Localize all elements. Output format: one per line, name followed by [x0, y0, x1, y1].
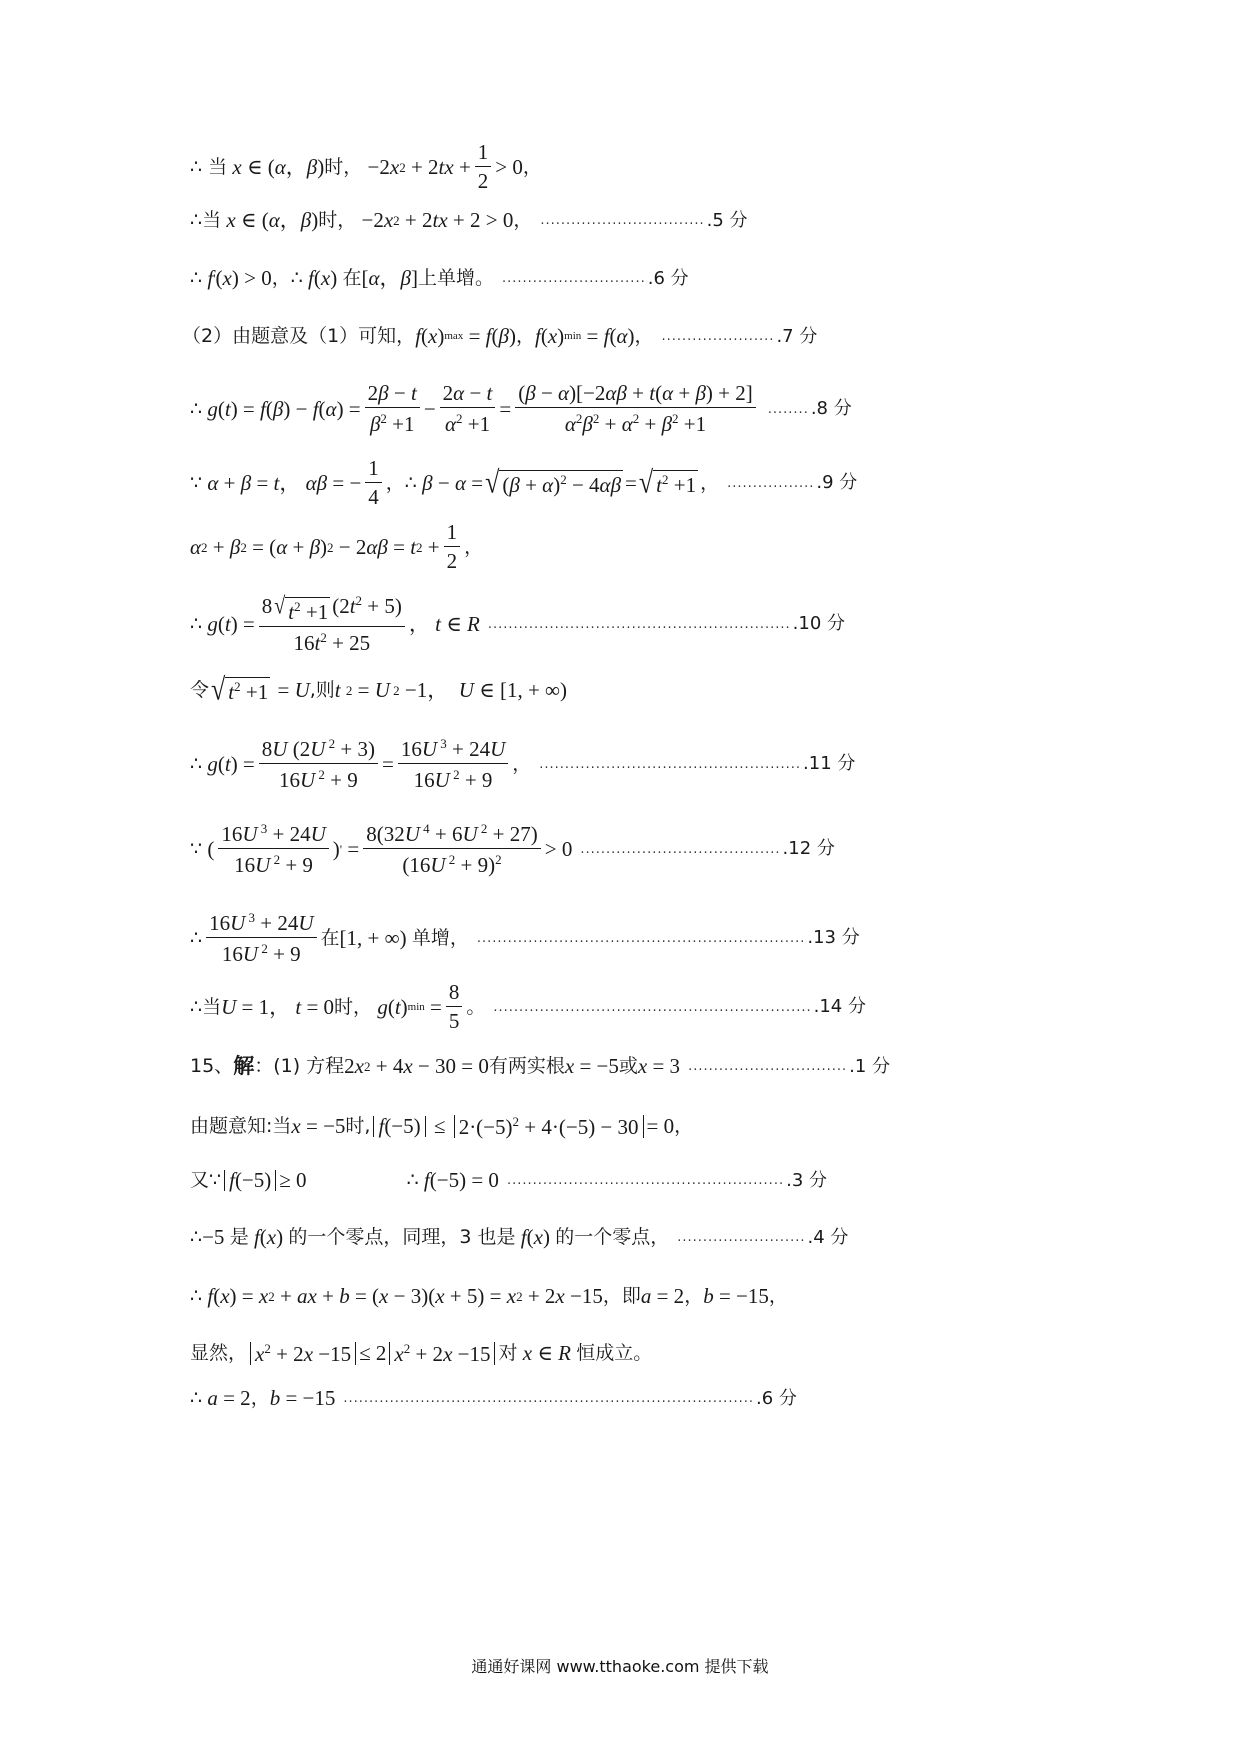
- leader-dots: ................................: [540, 214, 705, 227]
- line-1-prefix: ∴ 当: [190, 155, 228, 178]
- fraction-one-half: $\frac{1}{2}$: [475, 142, 492, 192]
- line-19: 显然， $x^2 + 2x -15$ ≤ 2 $x^2 + 2x -15$ 对 x ∈ R 恒成立。: [190, 1341, 653, 1366]
- line-11: ∵ ( $\frac{16U ^3 + 24U}{16U ^2 + 9}$ ) ' = $\frac{8(32U ^4 + 6U ^2 + 27)}{(16U ^2 + 9)^2}$ > 0 ....................................... .12 分: [190, 821, 835, 877]
- page-footer: 通通好课网 www.tthaoke.com 提供下载: [471, 1657, 769, 1676]
- line-9: 令 √ $t^2 +1$ = U ,则 t 2 = U 2 −1， U ∈ [1, + ∞): [190, 672, 568, 707]
- solution-label: 解: [233, 1054, 255, 1078]
- line-5: ∴ g ( t ) = f ( β ) − f ( α ) = $\frac{2\beta - t}{\beta^2 +1}$ − $\frac{2\alpha - t}{\alpha^2 +1}$ = $\frac{(\beta - \alpha)[-2\alpha\beta + t(\alpha + \beta) + 2]}{\alpha^2\beta^2 + \alpha^2 + \beta^2 +1}$ ........ .8 分: [190, 381, 852, 436]
- problem-number: 15、: [190, 1055, 234, 1077]
- line-6: ∵ α + β = t ， αβ = − $\frac{1}{4}$ ，∴ β − α = √ $(\beta + \alpha)^2 - 4\alpha\beta$ = √ $t^2 +1$ ， ................. .9 分: [190, 456, 858, 509]
- line-7: α 2 + β 2 = ( α + β ) 2 − 2 αβ = t 2 + $\frac{1}{2}$ ，: [190, 520, 484, 573]
- score-label: .5 分: [706, 209, 748, 231]
- line-3: ∴ f ' ( x ) > 0 ，∴ f ( x ) 在 [ α ， β ] 上单增。 ............................ .6 分: [190, 266, 689, 290]
- line-13: ∴当 U = 1， t = 0 时， g ( t ) min = $\frac{8}{5}$ 。 .............................................................. .14 分: [190, 980, 866, 1033]
- line-2: ∴当 x ∈ ( α ， β ) 时， −2 x 2 + 2 tx + 2 > 0 ， ................................ .5 分: [190, 208, 748, 232]
- line-4: （2）由题意及（1）可知， f ( x ) max = f ( β ) ， f ( x ) min = f ( α ) ， ...................... .7 分: [182, 324, 818, 348]
- line-20: ∴ a = 2 ， b = −15 ................................................................................ .6 分: [190, 1386, 797, 1410]
- line-12: ∴ $\frac{16U ^3 + 24U}{16U ^2 + 9}$ 在 [1, + ∞) 单增， ................................................................ .13 分: [190, 910, 860, 966]
- line-15: 由题意知:当 x = −5 时, f(−5) ≤ $2\cdot(-5)^2 + 4\cdot(-5) - 30$ = 0 ，: [190, 1114, 694, 1139]
- line-8: ∴ g ( t ) = 8 √ $t^2 +1$ $(2t^2 + 5)$ $16t^2 + 25$ ， t ∈ R ........................................................... .10 分: [190, 593, 846, 655]
- line-16: 又∵ f(−5) ≥ 0 ∴ f (−5) = 0 ...................................................... .3 分: [190, 1168, 827, 1192]
- line-1: ∴ 当 x ∈ ( α ， β ) 时， −2 x 2 + 2 tx + $\frac{1}{2}$ > 0 ，: [190, 140, 542, 193]
- line-10: ∴ g ( t ) = $\frac{8U (2U ^2 + 3)}{16U ^2 + 9}$ = $\frac{16U ^3 + 24U}{16U ^2 + 9}$ ， ................................................... .11 分: [190, 736, 856, 792]
- line-17: ∴ −5 是 f ( x ) 的一个零点，同理，3 也是 f ( x ) 的一个零点， ......................... .4 分: [190, 1225, 849, 1249]
- line-14: 15、 解 ：(1) 方程 2 x 2 + 4 x − 30 = 0 有两实根 x = −5 或 x = 3 ............................... .1 分: [190, 1054, 891, 1078]
- line-18: ∴ f ( x ) = x 2 + ax + b = ( x − 3)( x + 5) = x 2 + 2 x −15 ，即 a = 2 ， b = −15 ，: [190, 1284, 788, 1308]
